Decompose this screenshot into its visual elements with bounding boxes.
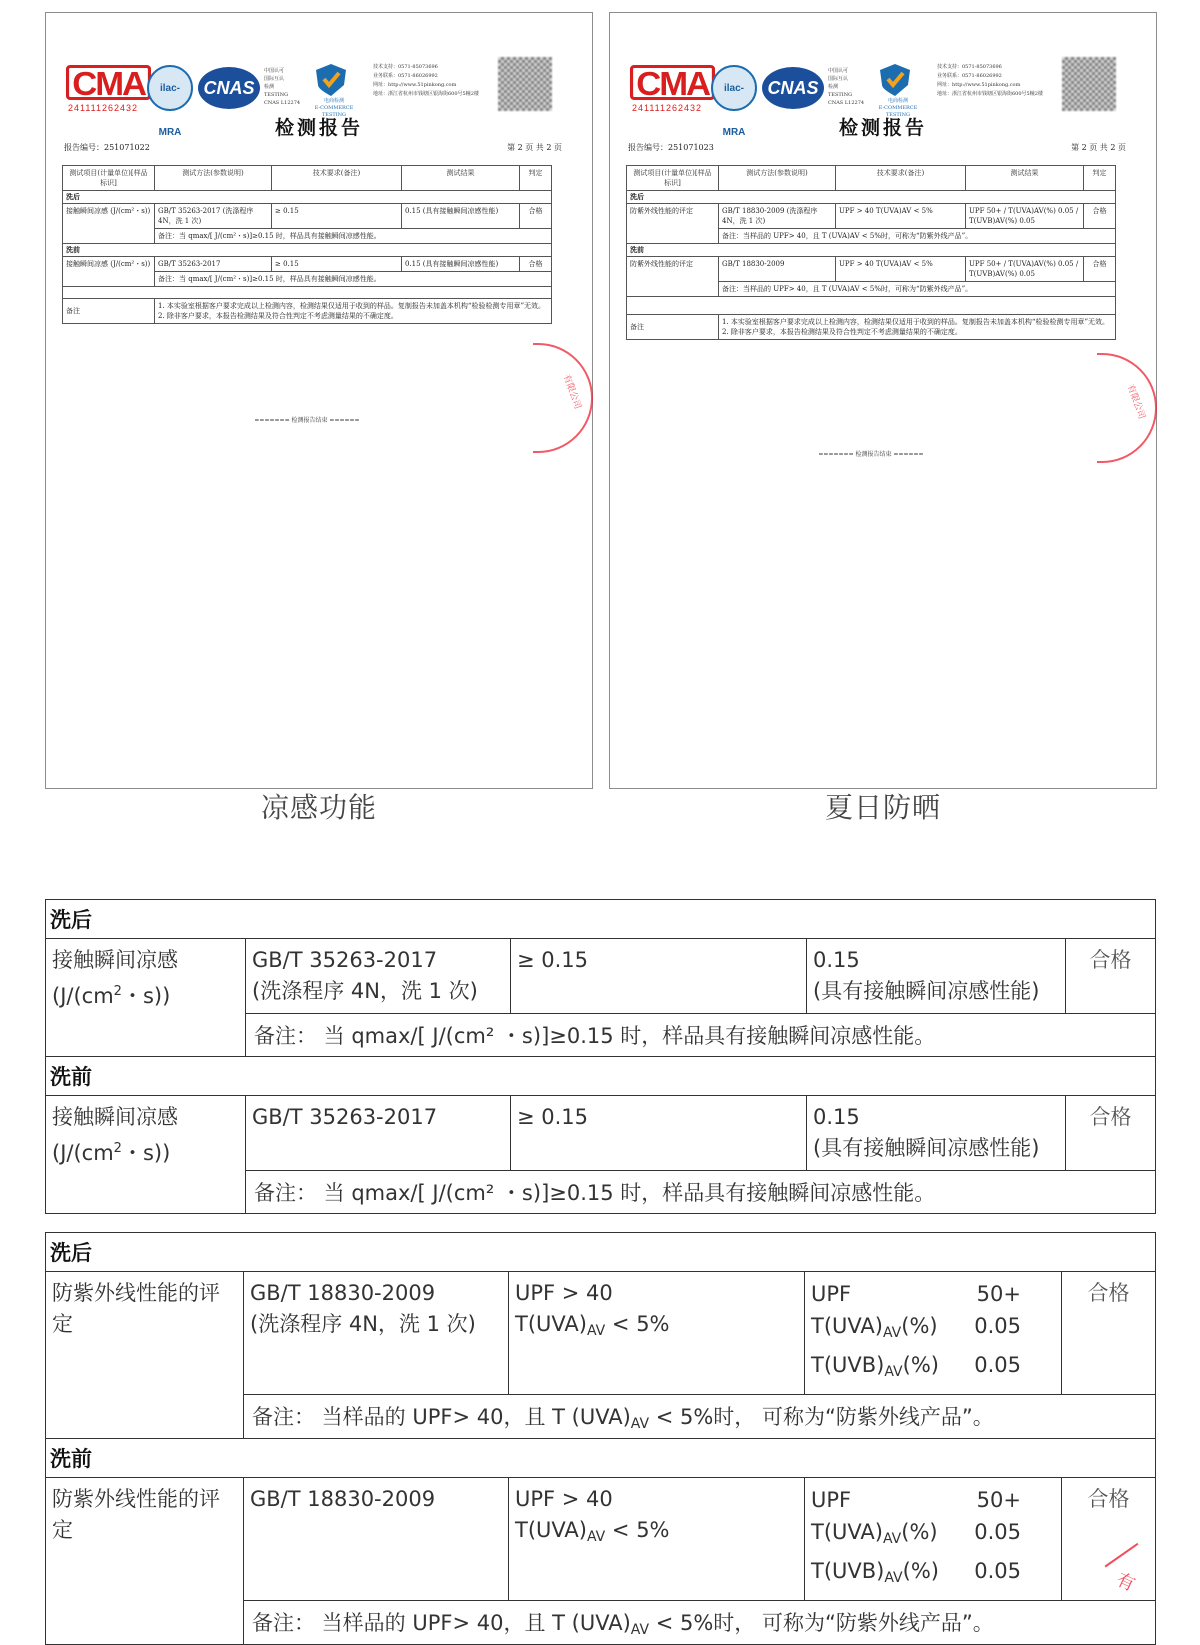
section-label: 洗前 xyxy=(63,244,552,257)
ilac-mra-logo: ilac-MRA xyxy=(147,65,193,111)
header-cell: 测试结果 xyxy=(966,166,1084,191)
result-cell: 0.15 (具有接触瞬间凉感性能) xyxy=(807,939,1066,1014)
header-cell: 测试方法(参数说明) xyxy=(155,166,272,191)
req-cell: ≥ 0.15 xyxy=(272,204,402,229)
report-page-count: 第 2 页 共 2 页 xyxy=(507,143,562,152)
req-cell: UPF > 40 T(UVA)AV < 5% xyxy=(836,204,966,229)
header-cell: 技术要求(备注) xyxy=(272,166,402,191)
report-page-count: 第 2 页 共 2 页 xyxy=(1071,143,1126,152)
report-page-cooling xyxy=(45,12,593,789)
result-cell: UPF 50+ / T(UVA)AV(%) 0.05 / T(UVB)AV(%) 0.05 xyxy=(966,257,1084,282)
result-cell: 0.15 (具有接触瞬间凉感性能) xyxy=(807,1096,1066,1171)
note-cell: 备注： 当样品的 UPF> 40，且 T (UVA)AV < 5%时， 可称为“防紫外线产品”。 xyxy=(244,1601,1156,1645)
report-title: 检测报告 xyxy=(838,117,927,139)
req-cell: UPF > 40 T(UVA)AV < 5% xyxy=(509,1272,805,1395)
cert-lines: 中国认可 国际互认 检测 TESTING CNAS L12274 xyxy=(264,68,301,106)
method-cell: GB/T 35263-2017 xyxy=(155,257,272,272)
verdict-cell: 合格 xyxy=(520,257,552,272)
item-cell: 防紫外线性能的评定 xyxy=(46,1272,244,1439)
ecommerce-caption: 电商检测 E-COMMERCE TESTING xyxy=(878,98,918,118)
req-cell: ≥ 0.15 xyxy=(511,939,807,1014)
header-cell: 测试结果 xyxy=(402,166,520,191)
report-table xyxy=(626,165,1116,340)
ecommerce-shield-icon xyxy=(877,63,913,97)
section-label-before: 洗前 xyxy=(46,1057,1156,1096)
spacer-row xyxy=(627,297,1116,315)
method-cell: GB/T 18830-2009 (洗涤程序 4N，洗 1 次) xyxy=(244,1272,509,1395)
note-cell: 备注：当 qmax/[ J/(cm²・s)]≥0.15 时，样品具有接触瞬间凉感性能。 xyxy=(155,272,552,287)
method-cell: GB/T 18830-2009 (洗涤程序 4N，洗 1 次) xyxy=(719,204,836,229)
remark-text: 1. 本实验室根据客户要求完成以上检测内容，检测结果仅适用于收到的样品。复制报告未加盖本机构“检验检测专用章”无效。 2. 除非客户要求，本报告检测结果及符合性判定不考虑测量结果的不确定度。 xyxy=(155,299,552,324)
item-cell: 防紫外线性能的评定 xyxy=(627,204,719,244)
method-cell: GB/T 18830-2009 xyxy=(719,257,836,282)
section-label-after: 洗后 xyxy=(46,900,1156,939)
header-cell: 测试方法(参数说明) xyxy=(719,166,836,191)
zoom-table-cooling xyxy=(45,899,1156,1214)
ecommerce-shield-icon xyxy=(313,63,349,97)
note-cell: 备注：当样品的 UPF> 40，且 T (UVA)AV < 5%时，可称为“防紫外线产品”。 xyxy=(719,282,1116,297)
req-cell: ≥ 0.15 xyxy=(511,1096,807,1171)
section-label-after: 洗后 xyxy=(46,1233,1156,1272)
header-cell: 测试项目(计量单位)[样品标识] xyxy=(627,166,719,191)
section-label: 洗后 xyxy=(63,191,552,204)
caption-cooling: 凉感功能 xyxy=(260,791,377,824)
header-cell: 判定 xyxy=(520,166,552,191)
cert-lines: 中国认可 国际互认 检测 TESTING CNAS L12274 xyxy=(828,68,865,106)
item-cell: 防紫外线性能的评定 xyxy=(46,1478,244,1645)
note-cell: 备注： 当 qmax/[ J/(cm² ・s)]≥0.15 时，样品具有接触瞬间凉感性能。 xyxy=(246,1171,1156,1214)
qr-code xyxy=(498,57,552,111)
caption-sun-protection: 夏日防晒 xyxy=(824,791,941,824)
report-page-uv xyxy=(609,12,1157,789)
red-seal-stamp: 有限公司 xyxy=(1097,353,1157,463)
method-cell: GB/T 35263-2017 xyxy=(246,1096,511,1171)
verdict-cell: 合格 xyxy=(1062,1478,1156,1601)
qr-code xyxy=(1062,57,1116,111)
report-title: 检测报告 xyxy=(274,117,363,139)
header-cell: 技术要求(备注) xyxy=(836,166,966,191)
ilac-mra-logo: ilac-MRA xyxy=(711,65,757,111)
req-cell: UPF > 40 T(UVA)AV < 5% xyxy=(509,1478,805,1601)
req-cell: ≥ 0.15 xyxy=(272,257,402,272)
header-cell: 测试项目(计量单位)[样品标识] xyxy=(63,166,155,191)
section-label: 洗后 xyxy=(627,191,1116,204)
item-cell: 接触瞬间凉感 (J/(cm²・s)) xyxy=(63,204,155,244)
cnas-logo: CNAS xyxy=(762,67,824,109)
cnas-logo: CNAS xyxy=(198,67,260,109)
item-cell: 接触瞬间凉感 (J/(cm²・s)) xyxy=(63,257,155,287)
result-cell: UPF 50+ / T(UVA)AV(%) 0.05 / T(UVB)AV(%) 0.05 xyxy=(966,204,1084,229)
method-cell: GB/T 35263-2017 (洗涤程序 4N，洗 1 次) xyxy=(155,204,272,229)
remark-label: 备注 xyxy=(627,315,719,340)
verdict-cell: 合格 xyxy=(1066,939,1156,1014)
result-cell: 0.15 (具有接触瞬间凉感性能) xyxy=(402,257,520,272)
note-cell: 备注：当 qmax/[ J/(cm²・s)]≥0.15 时，样品具有接触瞬间凉感性能。 xyxy=(155,229,552,244)
spacer-row xyxy=(63,287,552,299)
verdict-cell: 合格 xyxy=(1084,257,1116,282)
result-cell: UPF 50+ T(UVA)AV(%) 0.05 T(UVB)AV(%) 0.05 xyxy=(805,1478,1062,1601)
cma-logo: CMA 241111262432 xyxy=(68,65,138,105)
verdict-cell: 合格 xyxy=(520,204,552,229)
result-cell: UPF 50+ T(UVA)AV(%) 0.05 T(UVB)AV(%) 0.05 xyxy=(805,1272,1062,1395)
report-table xyxy=(62,165,552,324)
contact-info: 技术支持：0571-85073696 业务联系：0571-86026992 网址：http://www.51pinkong.com 地址：浙江省杭州市钱塘区银海街600号5幢2楼 xyxy=(937,64,1043,97)
report-end: ======= 检测报告结束 ====== xyxy=(818,451,924,458)
note-cell: 备注：当样品的 UPF> 40，且 T (UVA)AV < 5%时，可称为“防紫外线产品”。 xyxy=(719,229,1116,244)
section-label: 洗前 xyxy=(627,244,1116,257)
contact-info: 技术支持：0571-85073696 业务联系：0571-86026992 网址：http://www.51pinkong.com 地址：浙江省杭州市钱塘区银海街600号5幢2楼 xyxy=(373,64,479,97)
report-number: 报告编号：251071023 xyxy=(628,143,714,152)
verdict-cell: 合格 xyxy=(1062,1272,1156,1395)
header-cell: 判定 xyxy=(1084,166,1116,191)
item-cell: 接触瞬间凉感 ($J/(cm^2$・s)) xyxy=(46,939,246,1057)
note-cell: 备注： 当 qmax/[ J/(cm² ・s)]≥0.15 时，样品具有接触瞬间凉感性能。 xyxy=(246,1014,1156,1057)
method-cell: GB/T 18830-2009 xyxy=(244,1478,509,1601)
remark-label: 备注 xyxy=(63,299,155,324)
cma-logo: CMA 241111262432 xyxy=(632,65,702,105)
item-cell: 接触瞬间凉感 ($J/(cm^2$・s)) xyxy=(46,1096,246,1214)
zoom-table-uv xyxy=(45,1232,1156,1645)
req-cell: UPF > 40 T(UVA)AV < 5% xyxy=(836,257,966,282)
note-cell: 备注： 当样品的 UPF> 40，且 T (UVA)AV < 5%时， 可称为“防紫外线产品”。 xyxy=(244,1395,1156,1439)
result-cell: 0.15 (具有接触瞬间凉感性能) xyxy=(402,204,520,229)
report-number: 报告编号：251071022 xyxy=(64,143,150,152)
verdict-cell: 合格 xyxy=(1066,1096,1156,1171)
report-end: ======= 检测报告结束 ====== xyxy=(254,417,360,424)
method-cell: GB/T 35263-2017 (洗涤程序 4N，洗 1 次) xyxy=(246,939,511,1014)
item-cell: 防紫外线性能的评定 xyxy=(627,257,719,297)
red-seal-stamp: 有限公司 xyxy=(533,343,593,453)
ecommerce-caption: 电商检测 E-COMMERCE TESTING xyxy=(314,98,354,118)
red-stamp-fragment: 有 xyxy=(1105,1543,1178,1623)
section-label-before: 洗前 xyxy=(46,1439,1156,1478)
verdict-cell: 合格 xyxy=(1084,204,1116,229)
remark-text: 1. 本实验室根据客户要求完成以上检测内容，检测结果仅适用于收到的样品。复制报告未加盖本机构“检验检测专用章”无效。 2. 除非客户要求，本报告检测结果及符合性判定不考虑测量结果的不确定度。 xyxy=(719,315,1116,340)
